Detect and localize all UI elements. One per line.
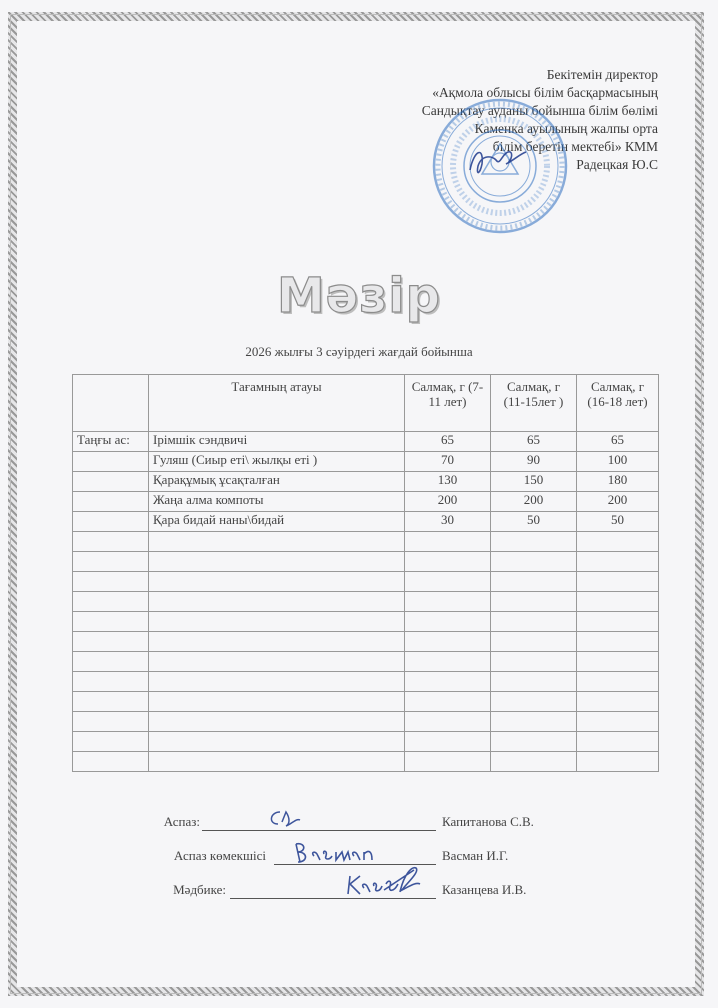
meal-cell [73,592,149,612]
dish-name-cell [149,752,405,772]
weight-cell [405,672,491,692]
weight-cell [405,572,491,592]
dish-name-cell: Жаңа алма компоты [149,492,405,512]
weight-cell [577,652,659,672]
weight-cell [491,652,577,672]
dish-name-cell: Қара бидай наны\бидай [149,512,405,532]
table-row [73,512,659,532]
table-row [73,552,659,572]
weight-cell: 200 [577,492,659,512]
meal-cell [73,472,149,492]
weight-cell: 130 [405,472,491,492]
approval-line: «Ақмола облысы білім басқармасының [432,85,658,100]
weight-cell [577,692,659,712]
weight-cell [405,612,491,632]
weight-cell [491,672,577,692]
meal-cell [73,512,149,532]
weight-cell [491,572,577,592]
table-row [73,432,659,452]
approval-line: Бекітемін директор [546,67,658,82]
dish-name-cell [149,692,405,712]
weight-cell: 50 [491,512,577,532]
dish-name-cell [149,612,405,632]
weight-cell [577,612,659,632]
weight-cell: 100 [577,452,659,472]
meal-cell [73,532,149,552]
weight-cell: 90 [491,452,577,472]
weight-cell: 150 [491,472,577,492]
weight-cell: 65 [577,432,659,452]
meal-cell [73,692,149,712]
table-row [73,612,659,632]
assistant-label: Аспаз көмекшісі [173,848,266,863]
dish-name-cell [149,632,405,652]
table-row [73,672,659,692]
cook-signature-icon [266,808,302,830]
meal-cell [73,652,149,672]
weight-cell: 200 [491,492,577,512]
weight-cell [577,592,659,612]
cook-name: Капитанова С.В. [442,814,534,829]
page-title: Мәзір [276,268,442,324]
weight-cell [577,752,659,772]
director-signature-icon [462,140,532,180]
table-row [73,652,659,672]
table-row [73,452,659,472]
dish-name-cell [149,592,405,612]
meal-cell: Таңғы ас: [73,432,149,452]
dish-name-cell [149,552,405,572]
weight-cell [491,612,577,632]
weight-cell [491,632,577,652]
weight-cell: 30 [405,512,491,532]
approval-line: Сандықтау ауданы бойынша білім бөлімі [421,103,658,118]
nurse-name: Казанцева И.В. [442,882,527,897]
header-cell: Салмақ, г (11-15лет ) [491,375,577,432]
weight-cell [405,532,491,552]
meal-cell [73,732,149,752]
weight-cell [577,632,659,652]
weight-cell [405,652,491,672]
header-cell: Тағамның атауы [149,375,405,432]
cook-signature-row [0,814,718,834]
dish-name-cell [149,652,405,672]
table-row [73,712,659,732]
weight-cell [405,752,491,772]
nurse-label: Мәдбике: [173,882,226,897]
weight-cell [491,712,577,732]
dish-name-cell: Қарақұмық ұсақталған [149,472,405,492]
weight-cell [491,752,577,772]
dish-name-cell: Гуляш (Сиыр еті\ жылқы еті ) [149,452,405,472]
date-line: 2026 жылғы 3 сәуірдегі жағдай бойынша [245,344,473,359]
weight-cell: 180 [577,472,659,492]
dish-name-cell [149,712,405,732]
menu-table-body [73,432,659,772]
nurse-signature-icon [344,864,424,900]
dish-name-cell: Ірімшік сэндвичі [149,432,405,452]
weight-cell [491,552,577,572]
dish-name-cell [149,672,405,692]
weight-cell: 200 [405,492,491,512]
table-row [73,732,659,752]
weight-cell [405,552,491,572]
meal-cell [73,572,149,592]
cook-label: Аспаз: [163,814,200,829]
assistant-name: Васман И.Г. [442,848,509,863]
weight-cell: 70 [405,452,491,472]
weight-cell [577,572,659,592]
weight-cell [577,532,659,552]
header-cell: Салмақ, г (16-18 лет) [577,375,659,432]
approval-line: білім беретін мектебі» КММ [492,139,658,154]
meal-cell [73,752,149,772]
weight-cell [577,552,659,572]
table-row [73,572,659,592]
menu-table [72,374,659,772]
table-row [73,632,659,652]
weight-cell [491,592,577,612]
table-header-row [73,375,659,432]
meal-cell [73,672,149,692]
table-row [73,592,659,612]
table-row [73,532,659,552]
meal-cell [73,712,149,732]
signature-line [202,830,436,831]
weight-cell [577,672,659,692]
weight-cell [405,692,491,712]
approval-line: Радецкая Ю.С [576,157,658,172]
meal-cell [73,632,149,652]
meal-cell [73,452,149,472]
table-row [73,692,659,712]
weight-cell [491,692,577,712]
weight-cell [405,712,491,732]
header-cell: Салмақ, г (7-11 лет) [405,375,491,432]
dish-name-cell [149,572,405,592]
weight-cell: 65 [491,432,577,452]
table-row [73,752,659,772]
weight-cell [405,632,491,652]
table-row [73,492,659,512]
meal-cell [73,552,149,572]
weight-cell: 50 [577,512,659,532]
weight-cell [491,532,577,552]
dish-name-cell [149,732,405,752]
weight-cell [405,732,491,752]
weight-cell [405,592,491,612]
weight-cell [577,732,659,752]
weight-cell: 65 [405,432,491,452]
weight-cell [577,712,659,732]
header-cell [73,375,149,432]
approval-line: Каменка ауылының жалпы орта [474,121,658,136]
table-row [73,472,659,492]
weight-cell [491,732,577,752]
meal-cell [73,492,149,512]
meal-cell [73,612,149,632]
dish-name-cell [149,532,405,552]
